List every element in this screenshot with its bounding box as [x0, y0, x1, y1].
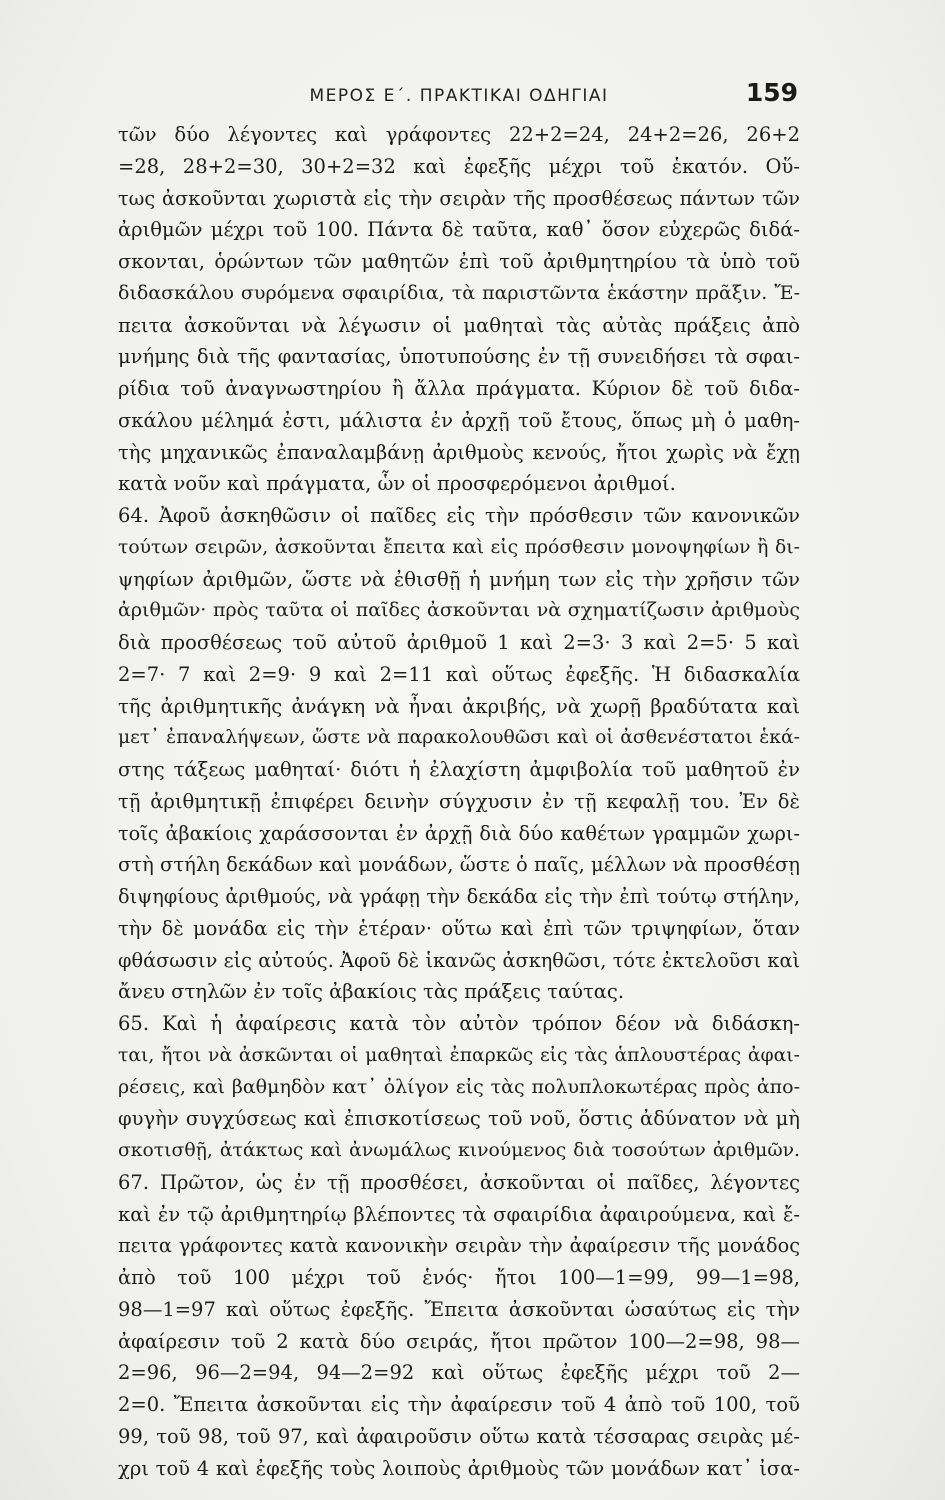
text-line: ἄνευ στηλῶν ἐν τοῖς ἀβακίοις τὰς πράξεις ταύτας. — [118, 980, 625, 1004]
page-header — [120, 78, 798, 112]
text-line: ρέσεις, καὶ βαθμηδὸν κατ᾽ ὀλίγον εἰς τὰς πολυπλοκωτέρας πρὸς ἀπο- — [118, 1075, 800, 1098]
text-line: διψηφίους ἀριθμούς, νὰ γράφῃ τὴν δεκάδα εἰς τὴν ἐπὶ τούτῳ στήλην, — [118, 885, 800, 908]
body-text — [118, 119, 800, 1484]
text-line: τοῖς ἀβακίοις χαράσσονται ἐν ἀρχῇ διὰ δύο καθέτων γραμμῶν χωρι- — [118, 821, 800, 845]
text-line: ψηφίων ἀριθμῶν, ὥστε νὰ ἐθισθῇ ἡ μνήμη των εἰς τὴν χρῆσιν τῶν — [118, 567, 800, 591]
text-line: ἀφαίρεσιν τοῦ 2 κατὰ δύο σειράς, ἤτοι πρῶτον 100—2=98, 98— — [118, 1329, 800, 1353]
text-line: 99, τοῦ 98, τοῦ 97, καὶ ἀφαιροῦσιν οὕτω κατὰ τέσσαρας σειρὰς μέ- — [118, 1424, 800, 1448]
running-head: ΜΕΡΟΣ Ε΄. ΠΡΑΚΤΙΚΑΙ ΟΔΗΓΙΑΙ — [309, 86, 609, 106]
text-line: τὴς μηχανικῶς ἐπαναλαμβάνῃ ἀριθμοὺς κενούς, ἤτοι χωρὶς νὰ ἔχῃ — [118, 440, 800, 464]
text-line: σκονται, ὁρώντων τῶν μαθητῶν ἐπὶ τοῦ ἀριθμητηρίου τὰ ὑπὸ τοῦ — [118, 250, 800, 273]
text-line: 2=7· 7 καὶ 2=9· 9 καὶ 2=11 καὶ οὕτως ἐφεξῆς. Ἡ διδασκαλία — [118, 662, 800, 686]
text-line: 2=0. Ἔπειτα ἀσκοῦνται εἰς τὴν ἀφαίρεσιν τοῦ 4 ἀπὸ τοῦ 100, τοῦ — [118, 1393, 800, 1416]
text-line: καὶ ἐν τῷ ἀριθμητηρίῳ βλέποντες τὰ σφαιρίδια ἀφαιρούμενα, καὶ ἔ- — [118, 1202, 800, 1226]
text-line: τως ἀσκοῦνται χωριστὰ εἰς τὴν σειρὰν τῆς προσθέσεως πάντων τῶν — [118, 186, 800, 210]
text-line: πειτα γράφοντες κατὰ κανονικὴν σειρὰν τὴν ἀφαίρεσιν τῆς μονάδος — [118, 1234, 800, 1258]
text-line: χρι τοῦ 4 καὶ ἐφεξῆς τοὺς λοιποὺς ἀριθμοὺς τῶν μονάδων κατ᾽ ἰσα- — [118, 1456, 800, 1480]
text-line: =28, 28+2=30, 30+2=32 καὶ ἐφεξῆς μέχρι τοῦ ἑκατόν. Οὕ- — [118, 154, 800, 178]
text-line: ρίδια τοῦ ἀναγνωστηρίου ἢ ἄλλα πράγματα. Κύριον δὲ τοῦ διδα- — [118, 377, 800, 400]
text-line: φθάσωσιν εἰς αὐτούς. Ἀφοῦ δὲ ἱκανῶς ἀσκηθῶσι, τότε ἐκτελοῦσι καὶ — [118, 948, 800, 972]
text-line: τὴν δὲ μονάδα εἰς τὴν ἑτέραν· οὕτω καὶ ἐπὶ τῶν τριψηφίων, ὅταν — [118, 916, 800, 940]
text-line: μετ᾽ ἐπαναλήψεων, ὥστε νὰ παρακολουθῶσι καὶ οἱ ἀσθενέστατοι ἑκά- — [118, 727, 800, 749]
text-line: 65. Καὶ ἡ ἀφαίρεσις κατὰ τὸν αὐτὸν τρόπον δέον νὰ διδάσκη- — [118, 1012, 800, 1035]
text-line: διδασκάλου συρόμενα σφαιρίδια, τὰ παριστῶντα ἑκάστην πρᾶξιν. Ἔ- — [118, 281, 800, 304]
text-line: 67. Πρῶτον, ὡς ἐν τῇ προσθέσει, ἀσκοῦνται οἱ παῖδες, λέγοντες — [118, 1170, 800, 1194]
text-line: ἀπὸ τοῦ 100 μέχρι τοῦ ἑνός· ἤτοι 100—1=99, 99—1=98, — [118, 1266, 800, 1289]
page-number: 159 — [745, 78, 798, 107]
text-line: πειτα ἀσκοῦνται νὰ λέγωσιν οἱ μαθηταὶ τὰς αὐτὰς πράξεις ἀπὸ — [118, 313, 800, 337]
text-line: τῇ ἀριθμητικῇ ἐπιφέρει δεινὴν σύγχυσιν ἐν τῇ κεφαλῇ του. Ἐν δὲ — [118, 789, 800, 813]
text-line: 2=96, 96—2=94, 94—2=92 καὶ οὕτως ἐφεξῆς μέχρι τοῦ 2— — [118, 1361, 800, 1385]
text-line: σκοτισθῇ, ἀτάκτως καὶ ἀνωμάλως κινούμενος διὰ τοσούτων ἀριθμῶν. — [118, 1140, 800, 1161]
text-line: μνήμης διὰ τῆς φαντασίας, ὑποτυπούσης ἐν τῇ συνειδήσει τὰ σφαι- — [118, 345, 800, 369]
text-line: τούτων σειρῶν, ἀσκοῦνται ἔπειτα καὶ εἰς πρόσθεσιν μονοψηφίων ἢ δι- — [118, 536, 800, 558]
text-line: ἀριθμῶν μέχρι τοῦ 100. Πάντα δὲ ταῦτα, καθ᾽ ὅσον εὐχερῶς διδά- — [118, 218, 800, 242]
text-line: κατὰ νοῦν καὶ πράγματα, ὧν οἱ προσφερόμενοι ἀριθμοί. — [118, 472, 676, 496]
text-line: ται, ἤτοι νὰ ἀσκῶνται οἱ μαθηταὶ ἐπαρκῶς εἰς τὰς ἁπλουστέρας ἀφαι- — [118, 1044, 800, 1066]
text-line: 98—1=97 καὶ οὕτως ἐφεξῆς. Ἔπειτα ἀσκοῦνται ὡσαύτως εἰς τὴν — [118, 1297, 800, 1321]
text-line: στης τάξεως μαθηταί· διότι ἡ ἐλαχίστη ἀμφιβολία τοῦ μαθητοῦ ἐν — [118, 758, 800, 781]
text-line: διὰ προσθέσεως τοῦ αὐτοῦ ἀριθμοῦ 1 καὶ 2=3· 3 καὶ 2=5· 5 καὶ — [118, 631, 800, 654]
text-line: 64. Ἀφοῦ ἀσκηθῶσιν οἱ παῖδες εἰς τὴν πρόσθεσιν τῶν κανονικῶν — [118, 504, 800, 527]
text-line: στὴ στήλη δεκάδων καὶ μονάδων, ὥστε ὁ παῖς, μέλλων νὰ προσθέσῃ — [118, 853, 800, 877]
text-line: φυγὴν συγχύσεως καὶ ἐπισκοτίσεως τοῦ νοῦ, ὅστις ἀδύνατον νὰ μὴ — [118, 1107, 800, 1131]
text-line: ἀριθμῶν· πρὸς ταῦτα οἱ παῖδες ἀσκοῦνται νὰ σχηματίζωσιν ἀριθμοὺς — [118, 599, 800, 622]
text-line: σκάλου μέλημά ἐστι, μάλιστα ἐν ἀρχῇ τοῦ ἔτους, ὅπως μὴ ὁ μαθη- — [118, 408, 800, 432]
text-line: τῶν δύο λέγοντες καὶ γράφοντες 22+2=24, 24+2=26, 26+2 — [118, 123, 800, 146]
text-line: τῆς ἀριθμητικῆς ἀνάγκη νὰ ἦναι ἀκριβής, νὰ χωρῇ βραδύτατα καὶ — [118, 694, 800, 718]
